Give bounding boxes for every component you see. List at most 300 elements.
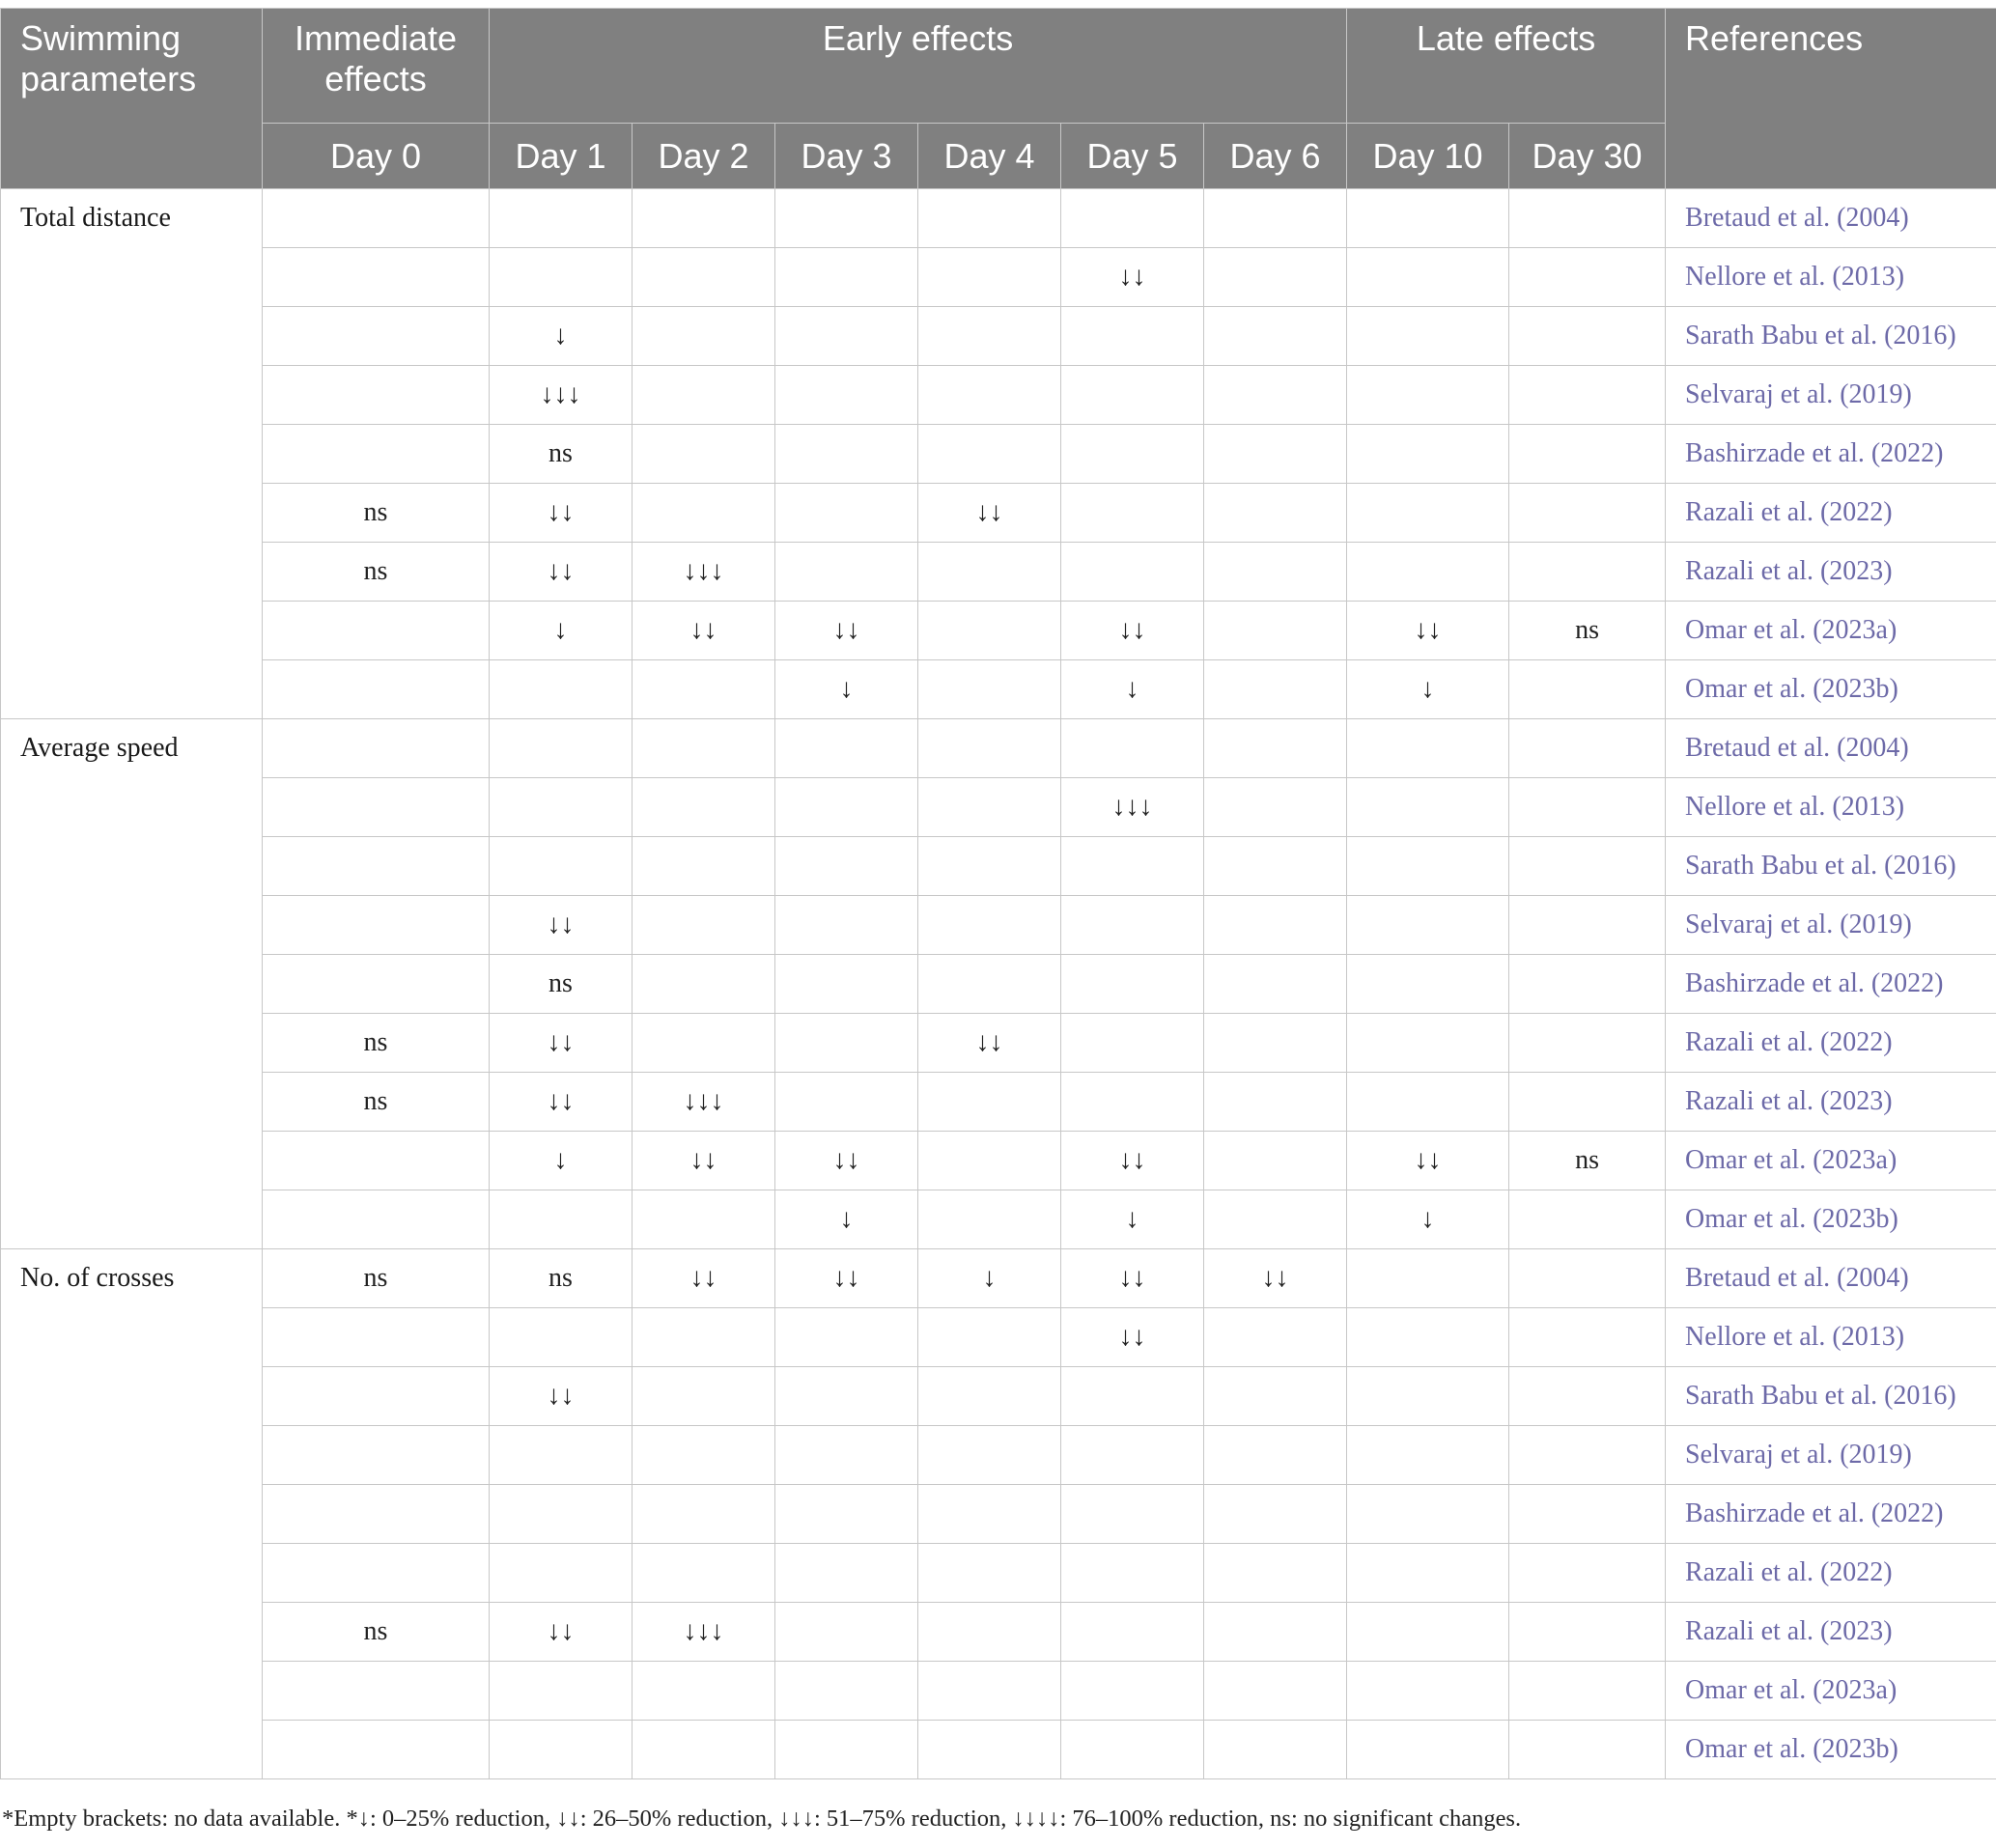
effect-cell xyxy=(775,1308,918,1367)
effect-cell xyxy=(263,189,490,248)
reference-cell xyxy=(1666,484,1996,543)
reference-link[interactable]: Bretaud et al. (2004) xyxy=(1685,1263,1909,1293)
effect-cell xyxy=(633,1544,775,1603)
effect-cell xyxy=(1204,189,1347,248)
effect-cell xyxy=(918,189,1061,248)
reference-cell xyxy=(1666,366,1996,425)
effect-cell: ns xyxy=(1509,602,1666,660)
reference-link[interactable]: Razali et al. (2023) xyxy=(1685,1616,1893,1646)
reference-link[interactable]: Sarath Babu et al. (2016) xyxy=(1685,321,1956,350)
effect-cell xyxy=(1204,1073,1347,1132)
effect-cell: ns xyxy=(263,1014,490,1073)
reference-cell xyxy=(1666,307,1996,366)
effect-cell xyxy=(263,778,490,837)
reference-link[interactable]: Bashirzade et al. (2022) xyxy=(1685,438,1944,468)
effect-cell xyxy=(263,1662,490,1721)
effect-cell xyxy=(633,719,775,778)
effect-cell xyxy=(775,366,918,425)
reference-cell xyxy=(1666,602,1996,660)
effect-cell xyxy=(1347,543,1509,602)
effect-cell xyxy=(1204,660,1347,719)
effect-cell xyxy=(918,366,1061,425)
effect-cell: ↓↓ xyxy=(633,1249,775,1308)
reference-link[interactable]: Omar et al. (2023b) xyxy=(1685,674,1898,704)
effect-cell: ↓↓ xyxy=(1061,1132,1204,1190)
effect-cell: ↓↓ xyxy=(918,484,1061,543)
reference-link[interactable]: Bashirzade et al. (2022) xyxy=(1685,968,1944,998)
effect-cell xyxy=(1061,1367,1204,1426)
table-row xyxy=(1,1249,1996,1308)
effect-cell xyxy=(775,543,918,602)
effect-cell xyxy=(918,1544,1061,1603)
effect-cell: ns xyxy=(263,1073,490,1132)
reference-cell xyxy=(1666,1132,1996,1190)
effect-cell: ↓↓ xyxy=(490,1603,633,1662)
reference-cell xyxy=(1666,189,1996,248)
effect-cell xyxy=(263,1544,490,1603)
reference-cell xyxy=(1666,660,1996,719)
effect-cell xyxy=(1061,955,1204,1014)
effect-cell xyxy=(1204,1308,1347,1367)
table-row xyxy=(1,660,1996,719)
effect-cell xyxy=(633,778,775,837)
effect-cell: ↓↓↓ xyxy=(633,1073,775,1132)
reference-link[interactable]: Selvaraj et al. (2019) xyxy=(1685,379,1912,409)
effect-cell xyxy=(490,837,633,896)
effect-cell xyxy=(1347,1721,1509,1779)
effect-cell: ns xyxy=(490,425,633,484)
table-row xyxy=(1,189,1996,248)
effect-cell: ↓↓ xyxy=(490,484,633,543)
header-day-1: Day 1 xyxy=(490,124,633,189)
effect-cell xyxy=(263,955,490,1014)
effect-cell xyxy=(263,366,490,425)
header-immediate-effects: Immediate effects xyxy=(263,9,490,124)
effect-cell xyxy=(1347,248,1509,307)
reference-link[interactable]: Omar et al. (2023a) xyxy=(1685,1675,1898,1705)
effect-cell xyxy=(1204,1721,1347,1779)
effect-cell xyxy=(633,1190,775,1249)
effect-cell xyxy=(1061,484,1204,543)
effect-cell xyxy=(918,1073,1061,1132)
reference-cell xyxy=(1666,543,1996,602)
effect-cell xyxy=(633,1721,775,1779)
effect-cell xyxy=(1204,248,1347,307)
effect-cell xyxy=(263,1190,490,1249)
effect-cell xyxy=(1509,366,1666,425)
effect-cell xyxy=(1509,1249,1666,1308)
effect-cell xyxy=(775,1014,918,1073)
reference-link[interactable]: Razali et al. (2022) xyxy=(1685,497,1893,527)
table-footnote: *Empty brackets: no data available. *↓: 0–25% reduction, ↓↓: 26–50% reduction, ↓↓↓: 51–75% reduction, ↓↓↓↓: 76–100% reduction, ns: no significant changes. xyxy=(2,1806,1522,1832)
effect-cell xyxy=(775,1485,918,1544)
effect-cell xyxy=(1347,366,1509,425)
effect-cell xyxy=(918,425,1061,484)
reference-cell xyxy=(1666,1014,1996,1073)
effect-cell xyxy=(775,307,918,366)
effect-cell xyxy=(263,1308,490,1367)
reference-cell xyxy=(1666,1073,1996,1132)
effect-cell xyxy=(1204,307,1347,366)
effects-table xyxy=(0,8,1996,1779)
reference-cell xyxy=(1666,1485,1996,1544)
effect-cell: ↓↓ xyxy=(1061,1249,1204,1308)
effect-cell: ↓ xyxy=(490,1132,633,1190)
effect-cell: ↓ xyxy=(1061,1190,1204,1249)
effect-cell xyxy=(1061,1721,1204,1779)
effect-cell xyxy=(490,189,633,248)
effect-cell xyxy=(1509,896,1666,955)
effect-cell xyxy=(633,307,775,366)
effect-cell xyxy=(1347,837,1509,896)
reference-link[interactable]: Nellore et al. (2013) xyxy=(1685,262,1905,292)
effect-cell xyxy=(633,425,775,484)
effect-cell xyxy=(918,896,1061,955)
header-day-10: Day 10 xyxy=(1347,124,1509,189)
table-row xyxy=(1,248,1996,307)
effect-cell xyxy=(1061,1485,1204,1544)
table-header xyxy=(1,9,1996,189)
effect-cell xyxy=(1347,1603,1509,1662)
effect-cell xyxy=(918,1603,1061,1662)
effect-cell xyxy=(633,1662,775,1721)
effect-cell xyxy=(918,955,1061,1014)
effect-cell xyxy=(918,1426,1061,1485)
reference-link[interactable]: Omar et al. (2023a) xyxy=(1685,615,1898,645)
effect-cell xyxy=(490,248,633,307)
effect-cell: ns xyxy=(263,543,490,602)
reference-link[interactable]: Nellore et al. (2013) xyxy=(1685,1322,1905,1352)
reference-link[interactable]: Omar et al. (2023b) xyxy=(1685,1204,1898,1234)
table-body xyxy=(1,189,1996,1779)
effect-cell xyxy=(1509,1544,1666,1603)
effect-cell: ns xyxy=(490,1249,633,1308)
effect-cell: ↓ xyxy=(1061,660,1204,719)
header-day-30: Day 30 xyxy=(1509,124,1666,189)
effect-cell xyxy=(1347,1662,1509,1721)
effect-cell: ↓↓ xyxy=(490,1073,633,1132)
effect-cell xyxy=(918,1308,1061,1367)
effect-cell: ↓↓ xyxy=(633,1132,775,1190)
effect-cell: ↓↓ xyxy=(775,1249,918,1308)
effect-cell xyxy=(490,1721,633,1779)
effect-cell xyxy=(263,1367,490,1426)
effect-cell xyxy=(1061,543,1204,602)
effect-cell xyxy=(263,896,490,955)
effect-cell: ↓ xyxy=(1347,1190,1509,1249)
effect-cell xyxy=(1204,955,1347,1014)
header-day-6: Day 6 xyxy=(1204,124,1347,189)
effect-cell xyxy=(263,425,490,484)
effect-cell xyxy=(918,307,1061,366)
reference-cell xyxy=(1666,1249,1996,1308)
table-row xyxy=(1,1073,1996,1132)
table-row xyxy=(1,1426,1996,1485)
effect-cell xyxy=(918,1485,1061,1544)
effect-cell xyxy=(918,719,1061,778)
effect-cell: ↓↓↓ xyxy=(1061,778,1204,837)
effect-cell xyxy=(918,1367,1061,1426)
reference-link[interactable]: Sarath Babu et al. (2016) xyxy=(1685,851,1956,881)
effect-cell xyxy=(1509,543,1666,602)
effect-cell xyxy=(775,955,918,1014)
effect-cell xyxy=(1061,1662,1204,1721)
effect-cell xyxy=(1347,307,1509,366)
parameter-name: Total distance xyxy=(1,189,263,719)
effect-cell xyxy=(263,1485,490,1544)
effect-cell: ↓↓↓ xyxy=(633,543,775,602)
effect-cell: ↓ xyxy=(1347,660,1509,719)
effect-cell xyxy=(1061,1544,1204,1603)
effect-cell xyxy=(1061,719,1204,778)
effect-cell xyxy=(1061,307,1204,366)
table-row xyxy=(1,1367,1996,1426)
table-row xyxy=(1,719,1996,778)
effect-cell xyxy=(263,719,490,778)
effect-cell xyxy=(1509,1603,1666,1662)
reference-link[interactable]: Omar et al. (2023b) xyxy=(1685,1734,1898,1764)
effect-cell xyxy=(1347,955,1509,1014)
effect-cell xyxy=(1509,248,1666,307)
effect-cell xyxy=(1509,837,1666,896)
effect-cell xyxy=(490,1426,633,1485)
effect-cell xyxy=(1509,1426,1666,1485)
reference-link[interactable]: Razali et al. (2022) xyxy=(1685,1027,1893,1057)
effect-cell xyxy=(633,248,775,307)
effect-cell xyxy=(1509,307,1666,366)
effect-cell xyxy=(775,837,918,896)
header-day-0: Day 0 xyxy=(263,124,490,189)
effect-cell xyxy=(1204,484,1347,543)
effect-cell xyxy=(918,837,1061,896)
effect-cell xyxy=(1204,1544,1347,1603)
effect-cell xyxy=(1061,1603,1204,1662)
header-day-4: Day 4 xyxy=(918,124,1061,189)
table-row xyxy=(1,778,1996,837)
effect-cell: ↓↓ xyxy=(918,1014,1061,1073)
table-row xyxy=(1,955,1996,1014)
effect-cell xyxy=(1509,1485,1666,1544)
effect-cell xyxy=(1204,602,1347,660)
reference-link[interactable]: Omar et al. (2023a) xyxy=(1685,1145,1898,1175)
effect-cell xyxy=(1509,1308,1666,1367)
reference-cell xyxy=(1666,248,1996,307)
effect-cell xyxy=(490,660,633,719)
effect-cell xyxy=(263,1132,490,1190)
effect-cell xyxy=(1509,660,1666,719)
reference-cell xyxy=(1666,896,1996,955)
effect-cell xyxy=(1509,189,1666,248)
effect-cell xyxy=(1509,1190,1666,1249)
reference-link[interactable]: Razali et al. (2023) xyxy=(1685,1086,1893,1116)
effect-cell xyxy=(1204,1190,1347,1249)
effect-cell: ↓↓ xyxy=(1347,1132,1509,1190)
effect-cell xyxy=(1204,837,1347,896)
header-day-5: Day 5 xyxy=(1061,124,1204,189)
effect-cell xyxy=(1061,1014,1204,1073)
reference-cell xyxy=(1666,1426,1996,1485)
effect-cell xyxy=(1347,719,1509,778)
effect-cell: ↓↓ xyxy=(490,543,633,602)
reference-link[interactable]: Sarath Babu et al. (2016) xyxy=(1685,1381,1956,1411)
effect-cell: ns xyxy=(263,1603,490,1662)
effect-cell xyxy=(1347,189,1509,248)
effect-cell xyxy=(1204,1426,1347,1485)
effect-cell xyxy=(1204,1367,1347,1426)
table-row xyxy=(1,366,1996,425)
table-row xyxy=(1,425,1996,484)
reference-link[interactable]: Bashirzade et al. (2022) xyxy=(1685,1498,1944,1528)
reference-link[interactable]: Selvaraj et al. (2019) xyxy=(1685,910,1912,939)
effect-cell xyxy=(775,1603,918,1662)
effect-cell xyxy=(633,1367,775,1426)
effect-cell: ↓↓ xyxy=(1061,602,1204,660)
effect-cell xyxy=(1061,366,1204,425)
effect-cell xyxy=(1061,896,1204,955)
effect-cell: ↓↓ xyxy=(1347,602,1509,660)
effect-cell: ↓↓ xyxy=(490,896,633,955)
effect-cell: ↓↓ xyxy=(1061,1308,1204,1367)
effect-cell xyxy=(775,719,918,778)
effect-cell xyxy=(490,1544,633,1603)
effect-cell xyxy=(775,425,918,484)
effect-cell xyxy=(1204,778,1347,837)
table-row xyxy=(1,1662,1996,1721)
effect-cell xyxy=(633,484,775,543)
table-row xyxy=(1,1603,1996,1662)
effect-cell xyxy=(775,1662,918,1721)
effect-cell xyxy=(775,189,918,248)
effect-cell xyxy=(1204,1662,1347,1721)
table-row xyxy=(1,1190,1996,1249)
effect-cell xyxy=(263,307,490,366)
effect-cell: ↓ xyxy=(775,660,918,719)
effect-cell xyxy=(1347,425,1509,484)
effect-cell xyxy=(263,660,490,719)
header-references: References xyxy=(1666,9,1996,189)
effect-cell xyxy=(263,248,490,307)
reference-cell xyxy=(1666,837,1996,896)
reference-link[interactable]: Nellore et al. (2013) xyxy=(1685,792,1905,822)
effect-cell xyxy=(918,660,1061,719)
table-row xyxy=(1,307,1996,366)
effect-cell xyxy=(1061,1073,1204,1132)
effect-cell xyxy=(775,484,918,543)
effect-cell xyxy=(1204,1132,1347,1190)
effect-cell xyxy=(1204,366,1347,425)
reference-link[interactable]: Razali et al. (2023) xyxy=(1685,556,1893,586)
header-late-effects: Late effects xyxy=(1347,9,1666,124)
reference-cell xyxy=(1666,778,1996,837)
effect-cell xyxy=(490,719,633,778)
effect-cell xyxy=(1509,425,1666,484)
effect-cell: ↓↓↓ xyxy=(490,366,633,425)
effect-cell xyxy=(263,602,490,660)
reference-cell xyxy=(1666,1544,1996,1603)
effect-cell xyxy=(1347,896,1509,955)
effect-cell xyxy=(775,1544,918,1603)
reference-link[interactable]: Razali et al. (2022) xyxy=(1685,1557,1893,1587)
reference-link[interactable]: Bretaud et al. (2004) xyxy=(1685,733,1909,763)
effect-cell: ↓ xyxy=(775,1190,918,1249)
effect-cell: ↓↓ xyxy=(1061,248,1204,307)
effect-cell xyxy=(263,1721,490,1779)
reference-link[interactable]: Selvaraj et al. (2019) xyxy=(1685,1440,1912,1470)
effect-cell xyxy=(1347,1544,1509,1603)
reference-cell xyxy=(1666,1308,1996,1367)
effect-cell xyxy=(1204,1014,1347,1073)
effect-cell xyxy=(1509,1073,1666,1132)
table-row xyxy=(1,1132,1996,1190)
effect-cell xyxy=(490,1308,633,1367)
effect-cell xyxy=(918,248,1061,307)
effect-cell xyxy=(775,1721,918,1779)
effect-cell: ↓ xyxy=(490,602,633,660)
effect-cell xyxy=(633,1308,775,1367)
reference-cell xyxy=(1666,719,1996,778)
effect-cell: ↓↓ xyxy=(490,1014,633,1073)
effect-cell xyxy=(490,1485,633,1544)
effect-cell xyxy=(1061,189,1204,248)
effect-cell xyxy=(775,1073,918,1132)
effect-cell xyxy=(633,837,775,896)
effect-cell xyxy=(918,543,1061,602)
effect-cell xyxy=(490,1662,633,1721)
effect-cell xyxy=(1509,1721,1666,1779)
reference-cell xyxy=(1666,1662,1996,1721)
effect-cell xyxy=(1204,1485,1347,1544)
effect-cell xyxy=(1347,778,1509,837)
table-row xyxy=(1,1721,1996,1779)
effect-cell xyxy=(775,248,918,307)
effect-cell: ns xyxy=(263,1249,490,1308)
effect-cell: ↓↓↓ xyxy=(633,1603,775,1662)
effect-cell xyxy=(1204,1603,1347,1662)
effect-cell xyxy=(633,189,775,248)
effect-cell xyxy=(1347,1485,1509,1544)
effect-cell: ns xyxy=(263,484,490,543)
effect-cell xyxy=(918,602,1061,660)
effect-cell: ↓↓ xyxy=(775,602,918,660)
table-row xyxy=(1,543,1996,602)
effect-cell xyxy=(1347,1426,1509,1485)
effect-cell xyxy=(1509,1367,1666,1426)
effect-cell xyxy=(1347,1073,1509,1132)
reference-link[interactable]: Bretaud et al. (2004) xyxy=(1685,203,1909,233)
effect-cell xyxy=(490,1190,633,1249)
table-row xyxy=(1,896,1996,955)
effect-cell xyxy=(1509,484,1666,543)
effect-cell xyxy=(633,660,775,719)
effect-cell xyxy=(918,1132,1061,1190)
effect-cell xyxy=(633,1426,775,1485)
header-day-2: Day 2 xyxy=(633,124,775,189)
reference-cell xyxy=(1666,955,1996,1014)
table-row xyxy=(1,1544,1996,1603)
effect-cell: ↓↓ xyxy=(1204,1249,1347,1308)
effect-cell xyxy=(633,955,775,1014)
effect-cell xyxy=(918,1190,1061,1249)
effect-cell xyxy=(775,1426,918,1485)
table-row xyxy=(1,602,1996,660)
effect-cell xyxy=(1509,1662,1666,1721)
effect-cell: ↓↓ xyxy=(490,1367,633,1426)
effect-cell: ns xyxy=(1509,1132,1666,1190)
effect-cell xyxy=(1347,1308,1509,1367)
effect-cell xyxy=(1204,543,1347,602)
effect-cell: ↓ xyxy=(918,1249,1061,1308)
effect-cell xyxy=(1509,778,1666,837)
